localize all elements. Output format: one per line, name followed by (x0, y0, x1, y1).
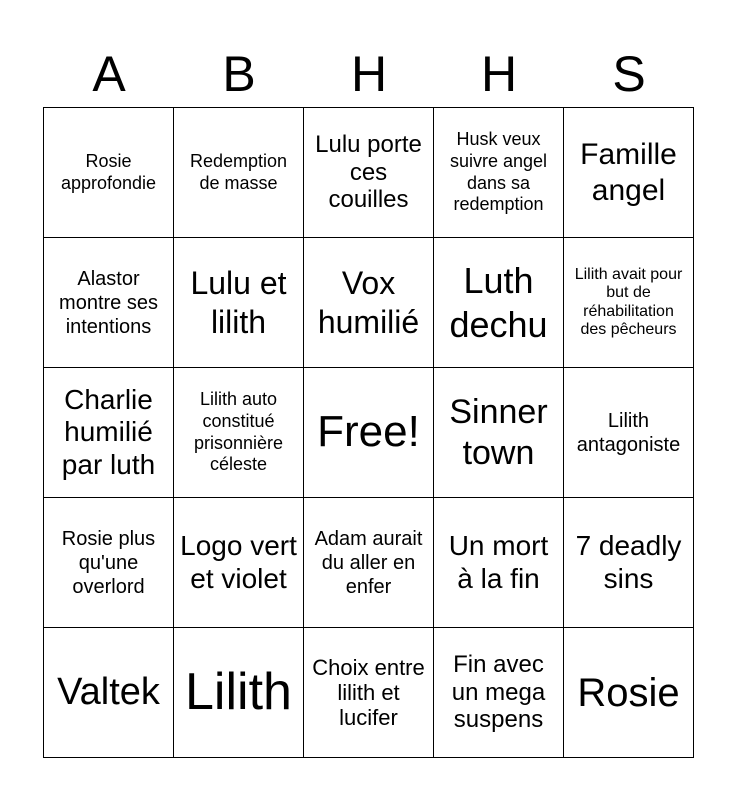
header-letter: B (222, 46, 256, 102)
bingo-cell[interactable] (434, 238, 564, 368)
free-space-text: Free! (317, 407, 420, 457)
header-letter: H (350, 46, 388, 102)
bingo-cell[interactable] (564, 238, 694, 368)
cell-text: Vox humilié (317, 265, 420, 340)
bingo-cell[interactable] (44, 368, 174, 498)
bingo-cell[interactable] (44, 498, 174, 628)
cell-text: Famille angel (580, 137, 677, 207)
cell-text: Fin avec un mega suspens (451, 651, 546, 734)
cell-text: Alastor montre ses intentions (59, 267, 158, 338)
bingo-cell[interactable] (564, 368, 694, 498)
cell-text: Lilith avait pour but de réhabilitation des pêcheurs (574, 265, 683, 338)
cell-text: Lilith auto constitué prisonnière céleste (193, 389, 284, 475)
bingo-cell[interactable] (174, 238, 304, 368)
bingo-cell[interactable] (44, 238, 174, 368)
cell-text: Un mort à la fin (448, 530, 549, 594)
bingo-cell[interactable] (304, 108, 434, 238)
cell-text: Luth dechu (449, 260, 548, 345)
header-letter: S (612, 46, 646, 102)
cell-text: Charlie humilié par luth (61, 384, 156, 480)
header-letter: A (92, 46, 126, 102)
bingo-cell[interactable] (434, 498, 564, 628)
cell-text: Logo vert et violet (180, 530, 297, 594)
bingo-cell[interactable] (564, 628, 694, 758)
bingo-cell[interactable] (44, 108, 174, 238)
cell-text: Rosie plus qu'une overlord (61, 527, 156, 598)
bingo-header (44, 40, 694, 108)
cell-text: Husk veux suivre angel dans sa redemption (449, 129, 548, 215)
header-letter: H (480, 46, 518, 102)
bingo-cell[interactable] (44, 628, 174, 758)
cell-text: Lilith (185, 663, 292, 722)
bingo-cell[interactable] (174, 368, 304, 498)
cell-text: Rosie (577, 670, 680, 715)
bingo-board (43, 107, 694, 758)
bingo-cell[interactable] (174, 108, 304, 238)
bingo-cell[interactable] (174, 498, 304, 628)
bingo-cell[interactable] (564, 498, 694, 628)
cell-text: 7 deadly sins (575, 530, 682, 594)
bingo-cell[interactable] (304, 628, 434, 758)
bingo-cell[interactable] (304, 238, 434, 368)
cell-text: Choix entre lilith et lucifer (312, 654, 425, 731)
cell-text: Rosie approfondie (60, 150, 157, 193)
free-space[interactable] (304, 368, 434, 498)
cell-text: Adam aurait du aller en enfer (314, 527, 423, 598)
cell-text: Lilith antagoniste (576, 409, 681, 456)
bingo-cell[interactable] (304, 498, 434, 628)
bingo-cell[interactable] (434, 368, 564, 498)
bingo-cell[interactable] (434, 108, 564, 238)
bingo-cell[interactable] (174, 628, 304, 758)
cell-text: Sinner town (449, 392, 548, 472)
bingo-cell[interactable] (564, 108, 694, 238)
cell-text: Lulu porte ces couilles (315, 131, 422, 214)
bingo-cell[interactable] (434, 628, 564, 758)
cell-text: Redemption de masse (189, 150, 288, 193)
cell-text: Valtek (57, 670, 160, 713)
cell-text: Lulu et lilith (190, 265, 287, 340)
